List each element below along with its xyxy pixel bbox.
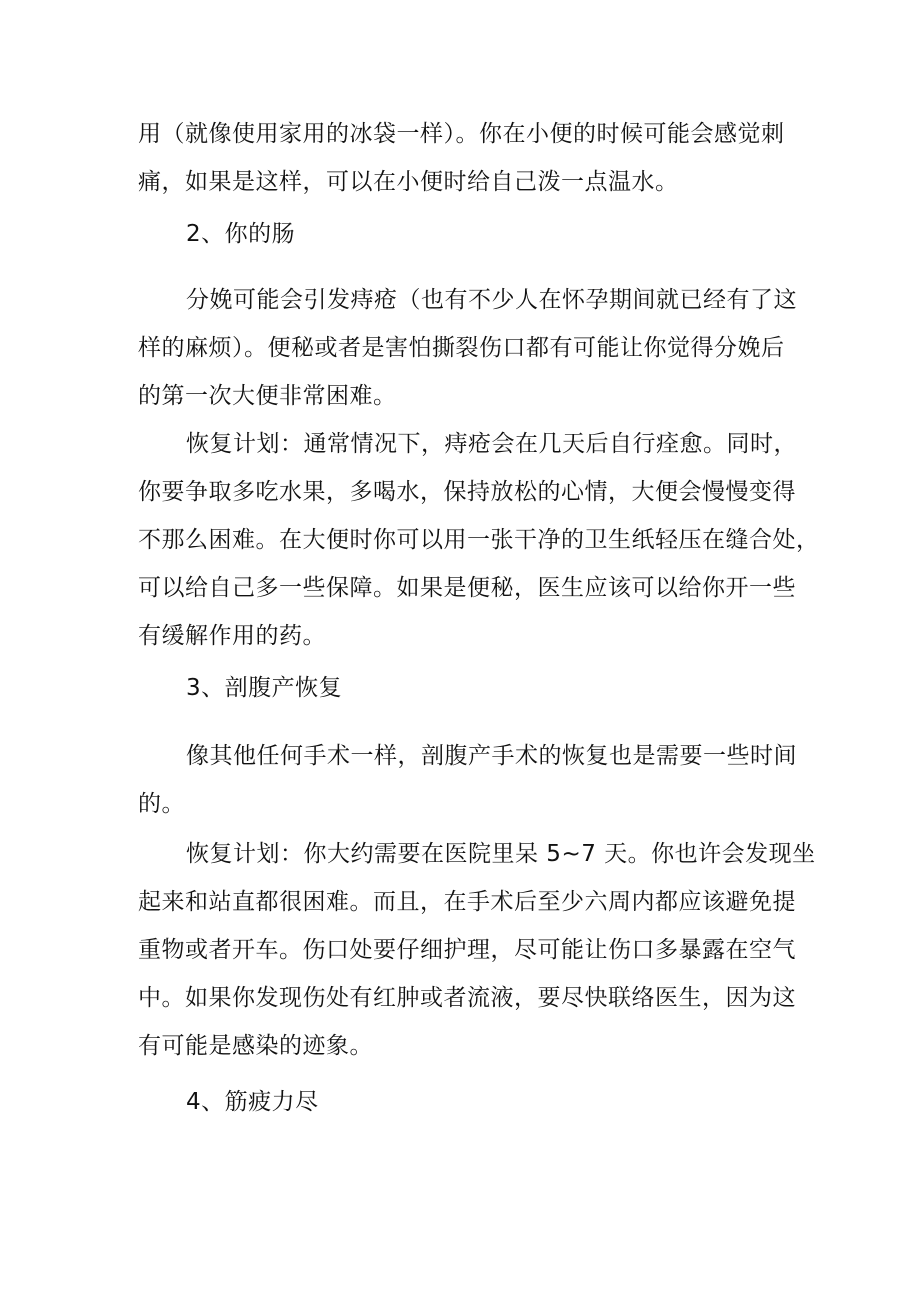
text-line: 样的麻烦）。便秘或者是害怕撕裂伤口都有可能让你觉得分娩后 — [138, 335, 785, 361]
text-line: 有可能是感染的迹象。 — [138, 1033, 373, 1059]
text-line: 重物或者开车。伤口处要仔细护理，尽可能让伤口多暴露在空气 — [138, 937, 796, 963]
text-line: 像其他任何手术一样，剖腹产手术的恢复也是需要一些时间 — [186, 743, 797, 769]
text-line: 恢复计划：通常情况下，痔疮会在几天后自行痊愈。同时， — [186, 431, 797, 457]
text-line: 可以给自己多一些保障。如果是便秘，医生应该可以给你开一些 — [138, 575, 796, 601]
text-line: 用（就像使用家用的冰袋一样）。你在小便的时候可能会感觉刺 — [138, 121, 785, 147]
text-line: 痛，如果是这样，可以在小便时给自己泼一点温水。 — [138, 169, 679, 195]
text-line: 有缓解作用的药。 — [138, 623, 326, 649]
text-line: 不那么困难。在大便时你可以用一张干净的卫生纸轻压在缝合处， — [138, 527, 820, 553]
text-line: 起来和站直都很困难。而且，在手术后至少六周内都应该避免提 — [138, 889, 796, 915]
section-heading: 4、筋疲力尽 — [186, 1089, 319, 1115]
text-line: 你要争取多吃水果，多喝水，保持放松的心情，大便会慢慢变得 — [138, 479, 796, 505]
text-line: 中。如果你发现伤处有红肿或者流液，要尽快联络医生，因为这 — [138, 985, 796, 1011]
text-line: 恢复计划：你大约需要在医院里呆 5~7 天。你也许会发现坐 — [186, 841, 816, 867]
text-line: 的。 — [138, 791, 185, 817]
section-heading: 3、剖腹产恢复 — [186, 675, 343, 701]
section-heading: 2、你的肠 — [186, 221, 296, 247]
text-line: 分娩可能会引发痔疮（也有不少人在怀孕期间就已经有了这 — [186, 287, 797, 313]
text-line: 的第一次大便非常困难。 — [138, 383, 397, 409]
